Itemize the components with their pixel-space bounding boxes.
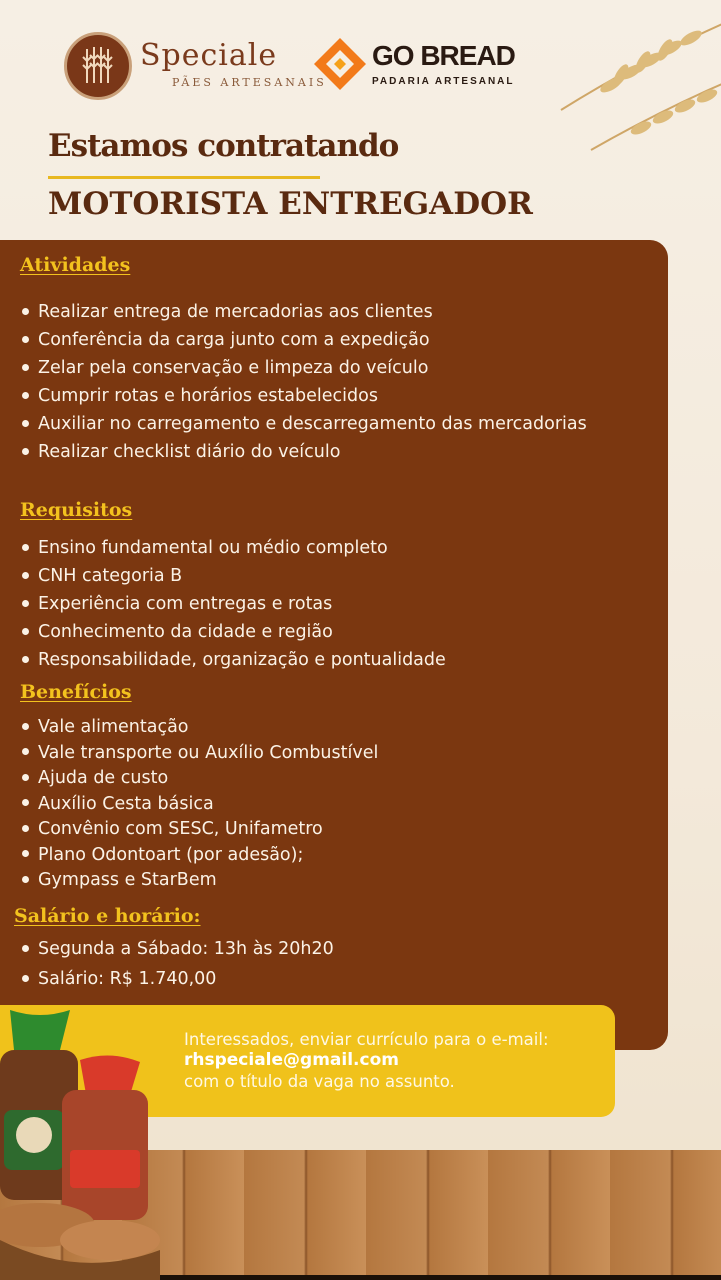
bullet-icon <box>22 748 29 755</box>
list-item: Cumprir rotas e horários estabelecidos <box>22 382 587 410</box>
list-item: Zelar pela conservação e limpeza do veículo <box>22 354 587 382</box>
list-item: Segunda a Sábado: 13h às 20h20 <box>22 934 334 964</box>
bullet-icon <box>22 392 29 399</box>
list-item: Ensino fundamental ou médio completo <box>22 534 446 562</box>
bullet-icon <box>22 448 29 455</box>
bullet-icon <box>22 723 29 730</box>
list-item: Ajuda de custo <box>22 766 378 792</box>
bullet-icon <box>22 420 29 427</box>
bullet-icon <box>22 774 29 781</box>
list-item: Plano Odontoart (por adesão); <box>22 843 378 869</box>
bullet-icon <box>22 364 29 371</box>
list-beneficios <box>22 715 378 894</box>
list-atividades <box>22 298 587 466</box>
list-item: Realizar entrega de mercadorias aos clientes <box>22 298 587 326</box>
list-item: Vale transporte ou Auxílio Combustível <box>22 741 378 767</box>
bullet-icon <box>22 975 29 982</box>
speciale-tagline: PÃES ARTESANAIS <box>172 76 327 89</box>
list-item: Conferência da carga junto com a expedição <box>22 326 587 354</box>
contact-email-link[interactable]: rhspeciale@gmail.com <box>184 1050 399 1070</box>
list-item: Auxílio Cesta básica <box>22 792 378 818</box>
list-item: Auxiliar no carregamento e descarregamento das mercadorias <box>22 410 587 438</box>
divider <box>48 176 320 179</box>
gobread-logo-icon <box>312 36 368 92</box>
list-item: Gympass e StarBem <box>22 868 378 894</box>
list-item: CNH categoria B <box>22 562 446 590</box>
section-title-atividades: Atividades <box>20 254 131 276</box>
bullet-icon <box>22 572 29 579</box>
list-item: Salário: R$ 1.740,00 <box>22 964 334 994</box>
section-title-requisitos: Requisitos <box>20 499 133 521</box>
bullet-icon <box>22 628 29 635</box>
bread-products-image <box>0 1010 160 1280</box>
list-item: Experiência com entregas e rotas <box>22 590 446 618</box>
bullet-icon <box>22 825 29 832</box>
section-title-beneficios: Benefícios <box>20 681 132 703</box>
contact-instruction: Interessados, enviar currículo para o e-mail: <box>184 1030 549 1049</box>
bullet-icon <box>22 876 29 883</box>
list-item: Convênio com SESC, Unifametro <box>22 817 378 843</box>
list-item: Conhecimento da cidade e região <box>22 618 446 646</box>
list-item: Responsabilidade, organização e pontualidade <box>22 646 446 674</box>
gobread-brand-name: GO BREAD <box>372 40 515 71</box>
list-salario <box>22 934 334 994</box>
bullet-icon <box>22 799 29 806</box>
list-item: Realizar checklist diário do veículo <box>22 438 587 466</box>
wheat-decoration <box>531 0 721 170</box>
bullet-icon <box>22 850 29 857</box>
bullet-icon <box>22 308 29 315</box>
bullet-icon <box>22 945 29 952</box>
section-title-salario: Salário e horário: <box>14 905 201 927</box>
bullet-icon <box>22 656 29 663</box>
headline: Estamos contratando <box>48 128 399 164</box>
list-item: Vale alimentação <box>22 715 378 741</box>
bullet-icon <box>22 600 29 607</box>
speciale-logo <box>64 32 132 100</box>
list-requisitos <box>22 534 446 674</box>
job-title: MOTORISTA ENTREGADOR <box>48 186 533 222</box>
speciale-brand-name: Speciale <box>140 38 278 73</box>
contact-subject-note: com o título da vaga no assunto. <box>184 1072 455 1091</box>
wheat-icon <box>67 35 129 97</box>
bullet-icon <box>22 544 29 551</box>
gobread-tagline: PADARIA ARTESANAL <box>372 76 515 87</box>
bullet-icon <box>22 336 29 343</box>
